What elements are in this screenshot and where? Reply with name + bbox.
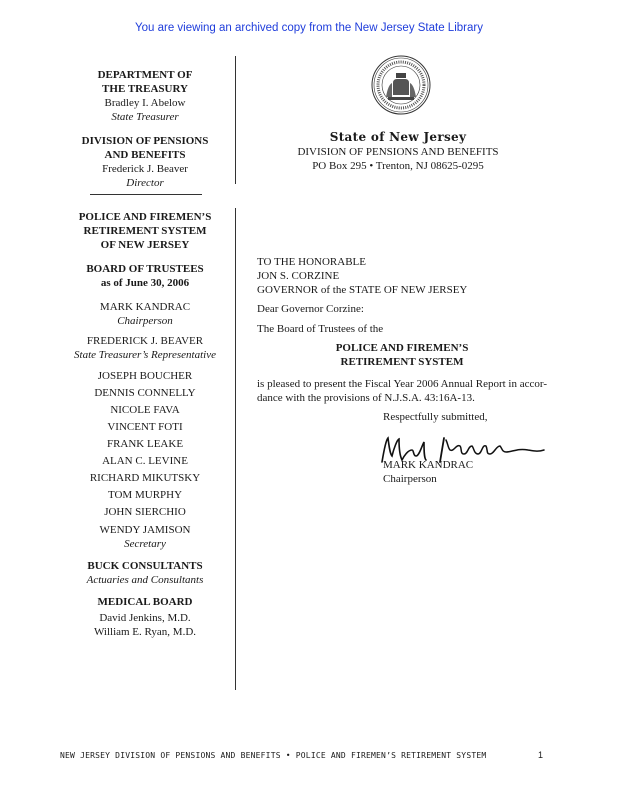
trustee-name: FRANK LEAKE [106,438,184,450]
medical-heading: MEDICAL BOARD [97,596,193,608]
system-name-line2: RETIREMENT SYSTEM [340,356,464,368]
board-date: as of June 30, 2006 [100,277,190,289]
trustee-name: ALAN C. LEVINE [102,455,188,467]
chair-name: MARK KANDRAC [99,301,191,313]
system-title-line3: OF NEW JERSEY [100,239,190,251]
page-footer: NEW JERSEY DIVISION OF PENSIONS AND BENEFITS • POLICE AND FIREMEN’S RETIREMENT SYSTEM [60,751,487,760]
state-seal-icon [371,55,431,115]
page-number: 1 [538,750,544,760]
column-divider-bottom [235,208,236,690]
trustee-name: RICHARD MIKUTSKY [89,472,201,484]
letter-body-line1: is pleased to present the Fiscal Year 2006 Annual Report in accor- [257,378,547,390]
treasurer-title: State Treasurer [111,111,179,123]
trustee-list [70,368,220,537]
board-block [70,210,220,639]
letter-body [257,377,547,405]
director-name: Frederick J. Beaver [102,163,188,175]
address-line: TO THE HONORABLE [257,256,366,268]
secretary-name: WENDY JAMISON [99,524,191,536]
system-title-line1: POLICE AND FIREMEN’S [78,211,212,223]
treasurer-name: Bradley I. Abelow [104,97,186,109]
director-title: Director [126,177,164,189]
left-divider [90,194,202,195]
closing: Respectfully submitted, [383,411,488,423]
archive-banner: You are viewing an archived copy from the New Jersey State Library [135,22,483,34]
department-title-line2: THE TREASURY [102,83,188,95]
department-title-line1: DEPARTMENT OF [97,69,193,81]
signatory-title: Chairperson [383,473,437,485]
actuary-title: Actuaries and Consultants [86,574,204,586]
secretary-title: Secretary [124,538,166,550]
actuary-name: BUCK CONSULTANTS [87,560,203,572]
address-line: JON S. CORZINE [257,270,340,282]
trustee-name: JOSEPH BOUCHER [97,370,193,382]
division-title-line1: DIVISION OF PENSIONS [81,135,209,147]
board-heading: BOARD OF TRUSTEES [86,263,204,275]
trustee-name: DENNIS CONNELLY [94,387,196,399]
salutation: Dear Governor Corzine: [257,303,364,315]
address-block [257,255,547,297]
trustee-name: NICOLE FAVA [110,404,180,416]
column-divider-top [235,56,236,184]
letter-intro: The Board of Trustees of the [257,323,384,335]
trustee-name: VINCENT FOTI [107,421,183,433]
medical-member: David Jenkins, M.D. [99,612,191,624]
trustee-name: JOHN SIERCHIO [104,506,186,518]
division-title-line2: AND BENEFITS [104,149,186,161]
state-name: State of New Jersey [329,130,467,144]
system-name-block [257,341,547,369]
trustee-name: TOM MURPHY [107,489,183,501]
system-name-line1: POLICE AND FIREMEN’S [335,342,469,354]
signatory-name: MARK KANDRAC [383,459,474,471]
system-title-line2: RETIREMENT SYSTEM [83,225,207,237]
letterhead-division: DIVISION OF PENSIONS AND BENEFITS [297,146,499,158]
signatory-block [383,458,473,486]
department-block [70,68,220,190]
medical-member: William E. Ryan, M.D. [93,626,197,638]
chair-title: Chairperson [117,315,173,327]
letter-body-line2: dance with the provisions of N.J.S.A. 43:16A-13. [257,392,475,404]
rep-title: State Treasurer’s Representative [74,349,216,361]
rep-name: FREDERICK J. BEAVER [86,335,204,347]
address-line: GOVERNOR of the STATE OF NEW JERSEY [257,284,468,296]
letterhead-address: PO Box 295 • Trenton, NJ 08625-0295 [312,160,484,172]
